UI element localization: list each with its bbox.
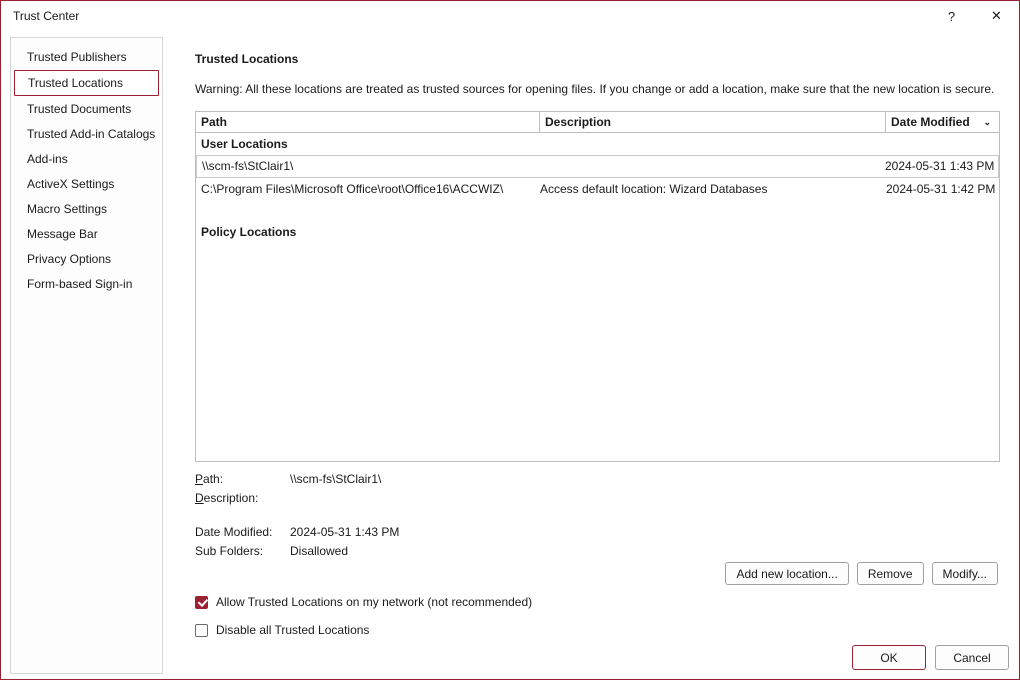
sidebar-item-macro-settings[interactable]: Macro Settings: [27, 202, 108, 216]
sidebar-item-form-based-sign-in[interactable]: Form-based Sign-in: [27, 277, 133, 291]
dialog-body: [1, 31, 1019, 679]
allow-network-locations-label: Allow Trusted Locations on my network (not recommended): [216, 595, 533, 609]
detail-date-modified: [195, 525, 1000, 539]
allow-network-locations-row[interactable]: [195, 591, 532, 613]
group-header-policy-locations: Policy Locations: [201, 225, 297, 239]
sidebar-item-privacy-options[interactable]: Privacy Options: [27, 252, 112, 266]
list-header: [196, 112, 999, 133]
cell-path: C:\Program Files\Microsoft Office\root\Office16\ACCWIZ\: [201, 182, 504, 196]
add-new-location-button[interactable]: [725, 562, 848, 585]
table-row[interactable]: [196, 178, 999, 200]
detail-sub-folders: [195, 544, 1000, 558]
detail-path: [195, 472, 1000, 486]
disable-all-trusted-locations-label: Disable all Trusted Locations: [216, 623, 370, 637]
modify-button[interactable]: [932, 562, 998, 585]
detail-date-modified-value: 2024-05-31 1:43 PM: [290, 525, 400, 539]
cancel-label: Cancel: [953, 650, 991, 665]
category-list: [10, 37, 163, 674]
detail-description: [195, 491, 1000, 505]
disable-all-trusted-locations-row[interactable]: [195, 619, 532, 641]
group-header-user-locations: User Locations: [201, 137, 288, 151]
trusted-locations-list[interactable]: [195, 111, 1000, 462]
ok-label: OK: [880, 650, 898, 665]
dialog-footer: [852, 645, 1009, 670]
title-bar: [1, 1, 1019, 31]
options-group: [195, 591, 532, 647]
detail-description-label: Description:: [195, 491, 259, 505]
remove-label: Remove: [867, 566, 913, 581]
sidebar-item-trusted-add-in-catalogs[interactable]: Trusted Add-in Catalogs: [27, 127, 156, 141]
sidebar-item-add-ins[interactable]: Add-ins: [27, 152, 68, 166]
detail-path-label: Path:: [195, 472, 224, 486]
detail-path-value: \\scm-fs\StClair1\: [290, 472, 382, 486]
cell-date-modified: 2024-05-31 1:43 PM: [885, 159, 995, 173]
warning-text: Warning: All these locations are treated as trusted sources for opening files. If you change or add a location, make sure that the new location is secure.: [195, 82, 995, 96]
modify-label: Modify...: [942, 566, 987, 581]
detail-sub-folders-value: Disallowed: [290, 544, 349, 558]
page-title: Trusted Locations: [195, 52, 299, 66]
sidebar-item-trusted-locations[interactable]: Trusted Locations: [14, 70, 159, 96]
cell-date-modified: 2024-05-31 1:42 PM: [886, 182, 996, 196]
help-icon[interactable]: ?: [947, 8, 956, 24]
location-actions: [725, 562, 998, 585]
window-controls: [929, 1, 1019, 31]
detail-date-modified-label: Date Modified:: [195, 525, 273, 539]
allow-network-locations-checkbox[interactable]: [195, 596, 208, 609]
add-new-location-label: Add new location...: [736, 566, 838, 581]
location-details: [195, 472, 1000, 563]
column-header-date-modified[interactable]: [886, 112, 999, 132]
cancel-button[interactable]: [935, 645, 1009, 670]
column-header-date-modified-label: Date Modified: [891, 115, 970, 129]
chevron-down-icon: ⌄: [983, 117, 991, 127]
sidebar-item-activex-settings[interactable]: ActiveX Settings: [27, 177, 115, 191]
column-header-description[interactable]: Description: [540, 112, 886, 132]
cell-description: Access default location: Wizard Databases: [540, 182, 768, 196]
table-row[interactable]: [196, 155, 999, 178]
sidebar-item-trusted-documents[interactable]: Trusted Documents: [27, 102, 132, 116]
remove-button[interactable]: [857, 562, 924, 585]
column-header-path[interactable]: Path: [196, 112, 540, 132]
sidebar-item-message-bar[interactable]: Message Bar: [27, 227, 98, 241]
disable-all-trusted-locations-checkbox[interactable]: [195, 624, 208, 637]
content-pane: [181, 37, 1009, 679]
ok-button[interactable]: [852, 645, 926, 670]
window-title: Trust Center: [13, 9, 80, 23]
cell-description: [540, 156, 885, 177]
sidebar-item-trusted-publishers[interactable]: Trusted Publishers: [27, 50, 127, 64]
detail-sub-folders-label: Sub Folders:: [195, 544, 264, 558]
close-icon[interactable]: ✕: [991, 8, 1002, 23]
cell-path: \\scm-fs\StClair1\: [202, 159, 294, 173]
